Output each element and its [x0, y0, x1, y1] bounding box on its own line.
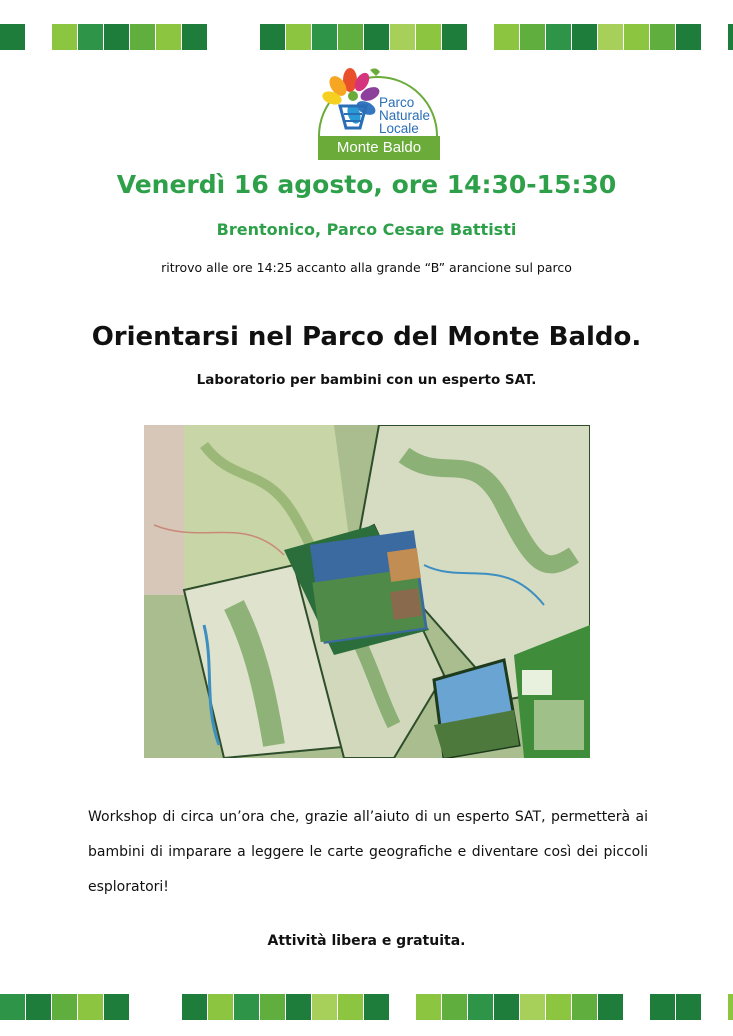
stripe-square [546, 994, 571, 1020]
stripe-square [728, 994, 733, 1020]
stripe-square [364, 994, 389, 1020]
stripe-square [104, 24, 129, 50]
stripe-square [156, 24, 181, 50]
stripe-square [442, 994, 467, 1020]
stripe-square [494, 24, 519, 50]
stripe-square [52, 24, 77, 50]
event-date: Venerdì 16 agosto, ore 14:30-15:30 [116, 170, 617, 199]
stripe-square [260, 994, 285, 1020]
stripe-square [0, 24, 25, 50]
stripe-square [78, 24, 103, 50]
stripe-square [650, 24, 675, 50]
stripe-square [520, 24, 545, 50]
stripe-square [520, 994, 545, 1020]
event-place: Brentonico, Parco Cesare Battisti [216, 220, 517, 239]
park-logo [316, 62, 442, 162]
stripe-square [182, 994, 207, 1020]
stripe-square [728, 24, 733, 50]
stripe-square [286, 994, 311, 1020]
stripe-square [598, 994, 623, 1020]
closing-note: Attività libera e gratuita. [267, 933, 466, 949]
stripe-square [52, 994, 77, 1020]
stripe-square [572, 994, 597, 1020]
top-border-stripe [0, 24, 733, 50]
bottom-border-stripe [0, 994, 733, 1020]
stripe-square [364, 24, 389, 50]
description: Workshop di circa un’ora che, grazie all’aiuto di un esperto SAT, permetterà ai bambini di imparare a leggere le carte geografiche e diventare così dei piccoli esploratori! [88, 809, 648, 895]
page-title: Orientarsi nel Parco del Monte Baldo. [91, 322, 642, 352]
stripe-square [78, 994, 103, 1020]
stripe-square [442, 24, 467, 50]
page-subtitle: Laboratorio per bambini con un esperto SAT. [196, 372, 537, 388]
stripe-square [676, 994, 701, 1020]
maps-photo [144, 425, 590, 758]
stripe-square [572, 24, 597, 50]
stripe-square [416, 994, 441, 1020]
maps-photo-illustration [144, 425, 590, 758]
stripe-square [312, 24, 337, 50]
stripe-square [390, 24, 415, 50]
stripe-square [338, 24, 363, 50]
stripe-square [260, 24, 285, 50]
stripe-square [494, 994, 519, 1020]
stripe-square [234, 994, 259, 1020]
stripe-square [546, 24, 571, 50]
logo-park-name: Parco Naturale Locale [379, 95, 431, 136]
stripe-square [182, 24, 207, 50]
meeting-point: ritrovo alle ore 14:25 accanto alla grande “B” arancione sul parco [161, 260, 572, 275]
stripe-square [416, 24, 441, 50]
stripe-square [130, 24, 155, 50]
stripe-square [624, 24, 649, 50]
stripe-square [0, 994, 25, 1020]
stripe-square [468, 994, 493, 1020]
stripe-square [676, 24, 701, 50]
stripe-square [650, 994, 675, 1020]
stripe-square [598, 24, 623, 50]
stripe-square [338, 994, 363, 1020]
logo-banner: Monte Baldo [318, 136, 440, 160]
stripe-square [26, 994, 51, 1020]
stripe-square [208, 994, 233, 1020]
stripe-square [312, 994, 337, 1020]
stripe-square [104, 994, 129, 1020]
stripe-square [286, 24, 311, 50]
